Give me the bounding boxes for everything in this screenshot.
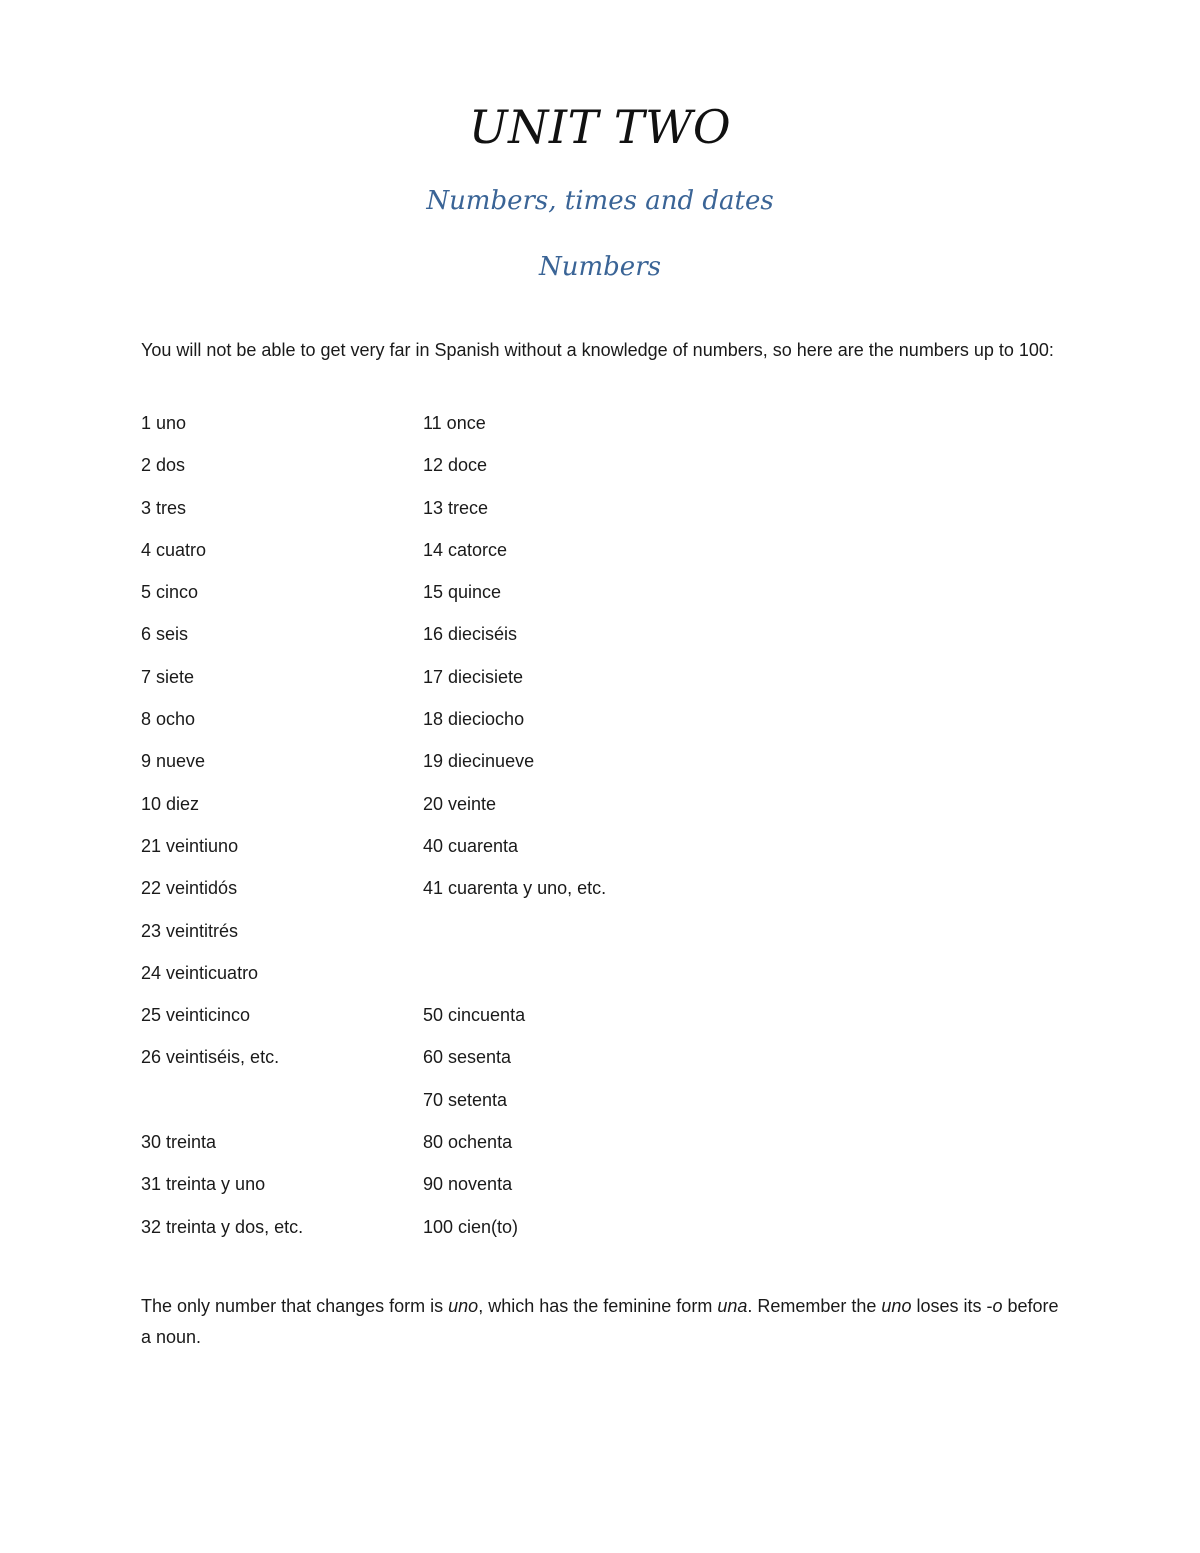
- number-right-cell: 16 dieciséis: [423, 624, 518, 645]
- number-left-cell: 3 tres: [141, 497, 187, 518]
- note-emphasis: o: [992, 1296, 1003, 1316]
- number-right-cell: 11 once: [423, 413, 486, 433]
- number-left-cell: 5 cinco: [141, 582, 199, 603]
- note-emphasis: uno: [448, 1296, 479, 1316]
- note-emphasis: una: [717, 1296, 748, 1316]
- number-left-cell: 23 veintitrés: [141, 920, 239, 941]
- number-row: [141, 1044, 841, 1086]
- note-emphasis: uno: [881, 1296, 912, 1316]
- number-left-cell: 25 veinticinco: [141, 1005, 251, 1026]
- number-row: [141, 833, 841, 875]
- number-left-cell: 26 veintiséis, etc.: [141, 1047, 280, 1068]
- number-row: [141, 1129, 841, 1171]
- number-row: [141, 791, 841, 833]
- number-left-cell: 10 diez: [141, 793, 200, 814]
- number-row: [141, 875, 841, 917]
- number-left-cell: 2 dos: [141, 455, 186, 476]
- number-left-cell: 8 ocho: [141, 709, 196, 730]
- number-right-cell: 20 veinte: [423, 793, 497, 814]
- number-right-cell: 15 quince: [423, 582, 502, 603]
- number-right-cell: 17 diecisiete: [423, 666, 524, 687]
- note-text: before a noun.: [141, 1296, 1059, 1347]
- number-left-cell: 22 veintidós: [141, 878, 238, 899]
- number-row: [141, 495, 841, 537]
- number-left-cell: 6 seis: [141, 624, 189, 645]
- number-row: [141, 452, 841, 494]
- note-paragraph: [141, 1291, 1071, 1353]
- number-row: [141, 1214, 841, 1256]
- number-left-cell: 1 uno: [141, 413, 187, 433]
- number-right-cell: 13 trece: [423, 497, 489, 518]
- number-row: [141, 621, 841, 663]
- number-left-cell: 32 treinta y dos, etc.: [141, 1216, 304, 1237]
- number-row: [141, 748, 841, 790]
- number-right-cell: 41 cuarenta y uno, etc.: [423, 878, 607, 899]
- number-row: [141, 1171, 841, 1213]
- number-right-cell: 18 dieciocho: [423, 709, 525, 730]
- number-row: [141, 537, 841, 579]
- number-right-cell: 12 doce: [423, 455, 488, 476]
- note-text: The only number that changes form is: [141, 1296, 449, 1316]
- number-row: [141, 579, 841, 621]
- number-right-cell: 14 catorce: [423, 539, 508, 560]
- number-left-cell: 21 veintiuno: [141, 835, 239, 856]
- note-text: loses its -: [911, 1296, 993, 1316]
- number-row: [141, 1087, 841, 1129]
- page-subtitle: Numbers, times and dates: [426, 186, 774, 216]
- number-left-cell: 9 nueve: [141, 751, 206, 772]
- number-right-cell: 19 diecinueve: [423, 751, 535, 772]
- number-left-cell: 4 cuatro: [141, 539, 207, 560]
- number-right-cell: 90 noventa: [423, 1174, 513, 1195]
- number-left-cell: 24 veinticuatro: [141, 962, 259, 983]
- number-right-cell: 40 cuarenta: [423, 835, 519, 856]
- number-right-cell: 70 setenta: [423, 1089, 508, 1110]
- number-left-cell: 7 siete: [141, 666, 195, 687]
- number-row: [141, 1002, 841, 1044]
- page-title: UNIT TWO: [468, 100, 732, 154]
- number-right-cell: 80 ochenta: [423, 1132, 513, 1153]
- number-left-cell: 31 treinta y uno: [141, 1174, 266, 1195]
- intro-paragraph: You will not be able to get very far in Spanish without a knowledge of numbers, so here are the numbers up to 100:: [141, 340, 1054, 360]
- number-right-cell: 50 cincuenta: [423, 1005, 526, 1026]
- number-right-cell: 60 sesenta: [423, 1047, 512, 1068]
- number-row: [141, 918, 841, 960]
- note-text: , which has the feminine form: [478, 1296, 718, 1316]
- number-row: [141, 410, 841, 452]
- number-row: [141, 706, 841, 748]
- number-row: [141, 960, 841, 1002]
- number-right-cell: 100 cien(to): [423, 1216, 519, 1237]
- note-text: . Remember the: [747, 1296, 882, 1316]
- number-row: [141, 664, 841, 706]
- section-heading: Numbers: [539, 252, 661, 282]
- number-left-cell: 30 treinta: [141, 1132, 217, 1153]
- numbers-list: [141, 410, 841, 1256]
